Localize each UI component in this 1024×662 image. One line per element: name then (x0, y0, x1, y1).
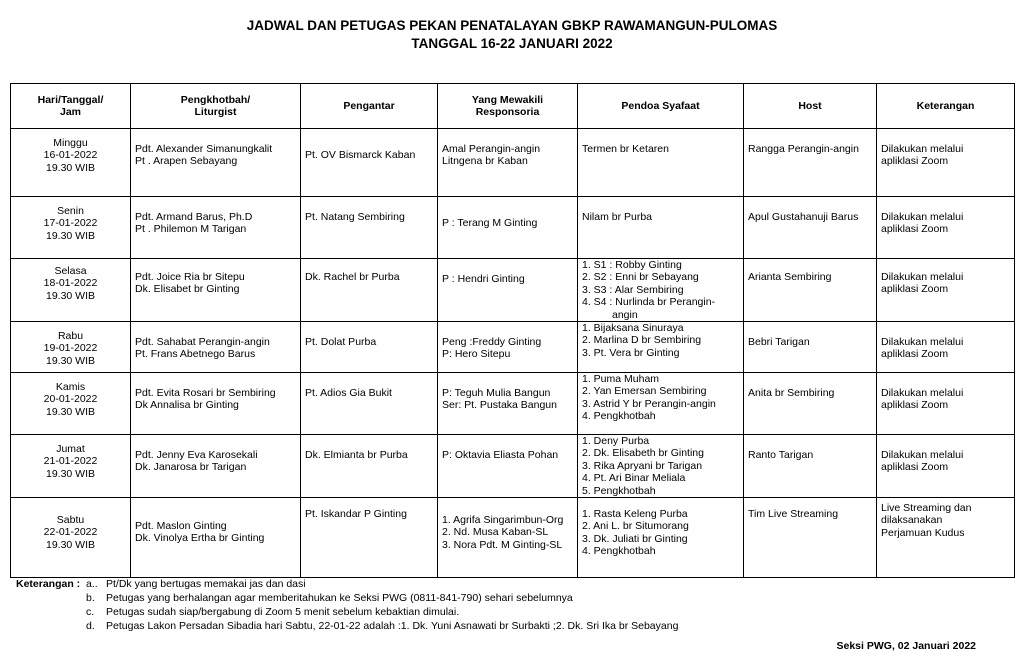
table-row (11, 197, 1015, 259)
cell-pengkhotbah (131, 129, 301, 197)
cell-text: 1. S1 : Robby Ginting (582, 259, 682, 271)
cell-text: Pt. Natang Sembiring (305, 211, 405, 223)
cell-text: 22-01-2022 (43, 526, 98, 539)
cell-host (744, 197, 877, 259)
cell-responsoria (438, 498, 578, 578)
note-item (86, 591, 678, 605)
cell-pendoa (578, 129, 744, 197)
cell-text: 19-01-2022 (43, 342, 98, 355)
cell-text: P: Oktavia Eliasta Pohan (442, 449, 559, 462)
cell-text: Pdt. Sahabat Perangin-angin (135, 336, 270, 349)
cell-text: P: Teguh Mulia Bangun (442, 387, 551, 400)
cell-text: 2. Yan Emersan Sembiring (582, 385, 707, 398)
cell-text: Pdt. Jenny Eva Karosekali (135, 449, 258, 462)
cell-text: Dilakukan melalui (881, 211, 964, 223)
cell-text: 19.30 WIB (45, 405, 96, 418)
column-header (301, 84, 438, 129)
cell-text: 2. Marlina D br Sembiring (582, 334, 702, 347)
cell-text: 4. Pt. Ari Binar Meliala (582, 472, 686, 485)
cell-pengkhotbah (131, 498, 301, 578)
cell-text: Bebri Tarigan (748, 336, 810, 349)
cell-text: 3. Pt. Vera br Ginting (582, 346, 680, 359)
cell-text: P: Hero Sitepu (442, 348, 511, 361)
cell-text: 3. Dk. Juliati br Ginting (582, 532, 688, 545)
cell-text: 4. S4 : Nurlinda br Perangin- (582, 296, 716, 309)
note-item (86, 605, 678, 619)
note-text: Petugas Lakon Persadan Sibadia hari Sabtu, 22-01-22 adalah :1. Dk. Yuni Asnawati br Surbakti ;2. Dk. Sri Ika br Sebayang (106, 620, 679, 632)
cell-text: 1. Deny Purba (582, 435, 650, 448)
cell-text: Pt. Dolat Purba (305, 336, 377, 349)
cell-text: Rangga Perangin-angin (748, 143, 859, 155)
cell-text: 19.30 WIB (45, 354, 96, 367)
table-body (11, 129, 1015, 578)
cell-text: Dilakukan melalui (881, 271, 964, 283)
cell-text: Dilakukan melalui (881, 387, 964, 400)
cell-text: dilaksanakan (881, 514, 943, 527)
column-header (744, 84, 877, 129)
cell-text: Dk. Vinolya Ertha br Ginting (135, 532, 265, 545)
cell-text: Pdt. Joice Ria br Sitepu (135, 271, 245, 283)
cell-responsoria (438, 197, 578, 259)
cell-text: Pt . Philemon M Tarigan (135, 223, 247, 236)
cell-text: 4. Pengkhotbah (582, 410, 656, 423)
note-item (86, 619, 678, 633)
cell-text: Peng :Freddy Ginting (442, 336, 542, 349)
cell-text: 2. Dk. Elisabeth br Ginting (582, 447, 704, 460)
column-header-text: Yang Mewakili (471, 93, 544, 106)
cell-text: Jumat (56, 443, 85, 456)
cell-text: Kamis (55, 381, 86, 394)
note-marker: a.. (86, 578, 98, 590)
table-row (11, 129, 1015, 197)
cell-text: 2. S2 : Enni br Sebayang (582, 271, 699, 284)
cell-text: Dk. Elisabet br Ginting (135, 283, 240, 296)
cell-text: 1. Puma Muham (582, 373, 660, 386)
cell-host (744, 435, 877, 498)
cell-text: Dk. Janarosa br Tarigan (135, 461, 247, 474)
cell-pendoa (578, 197, 744, 259)
cell-text: apliklasi Zoom (881, 461, 949, 474)
cell-text: Dilakukan melalui (881, 449, 964, 462)
cell-keterangan (877, 129, 1015, 197)
column-header-text: Pengkhotbah/ (180, 93, 251, 106)
cell-text: Dilakukan melalui (881, 336, 964, 349)
title-line-2: TANGGAL 16-22 JANUARI 2022 (411, 36, 613, 51)
cell-text: Apul Gustahanuji Barus (748, 211, 859, 223)
cell-text: 4. Pengkhotbah (582, 545, 656, 558)
cell-text: Dk Annalisa br Ginting (135, 399, 239, 412)
cell-keterangan (877, 322, 1015, 373)
cell-pendoa (578, 322, 744, 373)
cell-text: Pdt. Alexander Simanungkalit (135, 143, 273, 155)
cell-text: Minggu (53, 137, 88, 149)
cell-pengantar (301, 498, 438, 578)
cell-text: Selasa (54, 265, 87, 277)
cell-pengantar (301, 322, 438, 373)
cell-host (744, 259, 877, 322)
cell-pengantar (301, 373, 438, 435)
cell-text: 2. Ani L. br Situmorang (582, 520, 689, 533)
notes-section (16, 577, 678, 633)
note-text: Pt/Dk yang bertugas memakai jas dan dasi (106, 578, 306, 590)
cell-text: 3. Rika Apryani br Tarigan (582, 459, 703, 472)
cell-text: Rabu (57, 330, 84, 343)
cell-text: 19.30 WIB (45, 289, 96, 302)
note-marker: d. (86, 620, 95, 632)
cell-text: Pt. Adios Gia Bukit (305, 387, 392, 400)
cell-keterangan (877, 197, 1015, 259)
cell-pengantar (301, 197, 438, 259)
cell-text: Ser: Pt. Pustaka Bangun (442, 399, 557, 412)
cell-pengkhotbah (131, 435, 301, 498)
column-header-text: Pendoa Syafaat (621, 99, 700, 112)
cell-day (11, 259, 131, 322)
note-marker: c. (86, 606, 95, 618)
column-header (438, 84, 578, 129)
column-header-text: Host (798, 99, 822, 112)
note-item (86, 577, 678, 591)
cell-host (744, 498, 877, 578)
cell-text: angin (612, 308, 638, 321)
column-header (578, 84, 744, 129)
table-row (11, 259, 1015, 322)
cell-text: 16-01-2022 (43, 149, 98, 162)
cell-text: 19.30 WIB (45, 467, 96, 480)
notes-label: Keterangan : (16, 578, 81, 590)
cell-text: P : Hendri Ginting (442, 273, 525, 285)
cell-keterangan (877, 259, 1015, 322)
cell-text: Pt . Arapen Sebayang (135, 155, 238, 168)
cell-responsoria (438, 259, 578, 322)
cell-pengantar (301, 259, 438, 322)
cell-text: apliklasi Zoom (881, 223, 949, 236)
cell-text: 20-01-2022 (43, 393, 98, 406)
cell-host (744, 373, 877, 435)
table-row (11, 322, 1015, 373)
cell-keterangan (877, 373, 1015, 435)
column-header-text: Pengantar (343, 99, 395, 112)
cell-pengantar (301, 435, 438, 498)
column-header-text: Keterangan (916, 99, 975, 112)
column-header-text: Responsoria (475, 106, 540, 118)
cell-text: Pt. Frans Abetnego Barus (135, 348, 256, 361)
cell-responsoria (438, 373, 578, 435)
cell-text: Pdt. Armand Barus, Ph.D (135, 211, 253, 223)
note-marker: b. (86, 592, 95, 604)
cell-text: Dk. Rachel br Purba (305, 271, 400, 283)
cell-text: 3. S3 : Alar Sembiring (582, 283, 684, 296)
cell-host (744, 129, 877, 197)
cell-pengkhotbah (131, 322, 301, 373)
cell-text: apliklasi Zoom (881, 399, 949, 412)
header-row (11, 84, 1015, 129)
cell-text: Amal Perangin-angin (442, 143, 541, 155)
cell-keterangan (877, 435, 1015, 498)
cell-text: Nilam br Purba (582, 211, 653, 223)
cell-text: 1. Bijaksana Sinuraya (582, 322, 684, 335)
cell-text: Pt. OV Bismarck Kaban (305, 149, 416, 161)
column-header (877, 84, 1015, 129)
cell-responsoria (438, 435, 578, 498)
cell-text: 17-01-2022 (43, 217, 98, 230)
cell-text: 1. Rasta Keleng Purba (582, 508, 688, 521)
cell-day (11, 197, 131, 259)
cell-text: Pt. Iskandar P Ginting (305, 508, 407, 521)
cell-text: Tim Live Streaming (748, 508, 839, 521)
cell-text: Pdt. Evita Rosari br Sembiring (135, 387, 276, 400)
cell-text: Litngena br Kaban (442, 155, 528, 168)
cell-pengkhotbah (131, 259, 301, 322)
cell-text: P : Terang M Ginting (442, 217, 538, 229)
column-header (11, 84, 131, 129)
cell-text: 1. Agrifa Singarimbun-Org (442, 514, 564, 527)
cell-text: apliklasi Zoom (881, 155, 949, 168)
cell-text: Senin (57, 205, 84, 217)
document-title (0, 17, 1024, 53)
signature: Seksi PWG, 02 Januari 2022 (836, 640, 976, 652)
cell-pendoa (578, 435, 744, 498)
cell-text: 3. Astrid Y br Perangin-angin (582, 397, 716, 410)
cell-text: Perjamuan Kudus (881, 526, 965, 539)
column-header (131, 84, 301, 129)
cell-pengantar (301, 129, 438, 197)
cell-keterangan (877, 498, 1015, 578)
table-row (11, 435, 1015, 498)
schedule-table (10, 83, 1015, 578)
cell-text: 19.30 WIB (45, 161, 96, 174)
cell-pengkhotbah (131, 373, 301, 435)
cell-text: apliklasi Zoom (881, 348, 949, 361)
cell-text: Dk. Elmianta br Purba (305, 449, 408, 462)
cell-host (744, 322, 877, 373)
note-text: Petugas sudah siap/bergabung di Zoom 5 menit sebelum kebaktian dimulai. (106, 606, 460, 618)
cell-day (11, 498, 131, 578)
cell-pendoa (578, 373, 744, 435)
cell-text: 3. Nora Pdt. M Ginting-SL (442, 538, 563, 551)
cell-text: 19.30 WIB (45, 538, 96, 551)
cell-text: Dilakukan melalui (881, 143, 964, 155)
column-header-text: Jam (59, 106, 81, 118)
cell-day (11, 129, 131, 197)
cell-text: Ranto Tarigan (748, 449, 814, 462)
cell-responsoria (438, 322, 578, 373)
cell-day (11, 373, 131, 435)
cell-text: Pdt. Maslon Ginting (135, 520, 227, 533)
cell-text: 5. Pengkhotbah (582, 484, 656, 497)
cell-pendoa (578, 259, 744, 322)
notes-list (86, 577, 678, 633)
cell-day (11, 322, 131, 373)
cell-text: 2. Nd. Musa Kaban-SL (442, 526, 549, 539)
cell-text: Live Streaming dan (881, 502, 972, 515)
cell-pengkhotbah (131, 197, 301, 259)
table-row (11, 498, 1015, 578)
cell-text: 21-01-2022 (43, 455, 98, 468)
column-header-text: Liturgist (194, 106, 237, 118)
cell-responsoria (438, 129, 578, 197)
cell-pendoa (578, 498, 744, 578)
column-header-text: Hari/Tanggal/ (37, 93, 104, 106)
cell-text: 18-01-2022 (43, 277, 98, 290)
cell-text: Termen br Ketaren (582, 143, 669, 155)
cell-text: Anita br Sembiring (748, 387, 835, 400)
cell-text: apliklasi Zoom (881, 283, 949, 296)
title-line-1: JADWAL DAN PETUGAS PEKAN PENATALAYAN GBKP RAWAMANGUN-PULOMAS (246, 18, 778, 33)
cell-text: Arianta Sembiring (748, 271, 832, 283)
note-text: Petugas yang berhalangan agar memberitahukan ke Seksi PWG (0811-841-790) sehari sebelumnya (106, 592, 573, 604)
cell-text: Sabtu (56, 514, 85, 527)
cell-text: 19.30 WIB (45, 229, 96, 242)
cell-day (11, 435, 131, 498)
table-row (11, 373, 1015, 435)
